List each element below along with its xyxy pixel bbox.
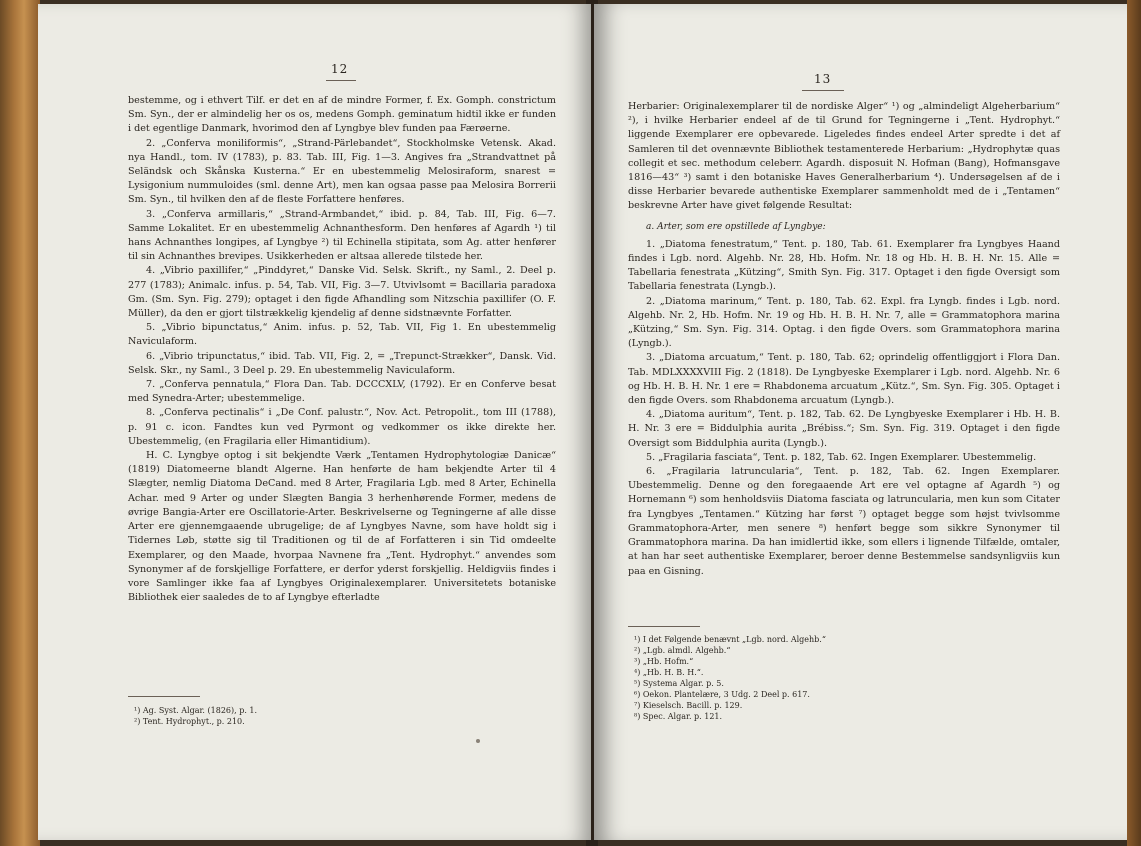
book-binding-left [0, 0, 40, 846]
paragraph: 5. „Fragilaria fasciata“, Tent. p. 182, Tab. 62. Ingen Exemplarer. Ubestemmelig. [646, 451, 1037, 463]
footnote: ³) „Hb. Hofm.“ [634, 657, 694, 666]
right-footnotes [634, 634, 826, 722]
paragraph: 1. „Diatoma fenestratum,“ Tent. p. 180, Tab. 61. Exemplarer fra Lyngbyes Haand findes i Lgb. nord. Algehb. Nr. 28, Hb. Hofm. Nr. 18 og Hb. H. B. H. Nr. 15. Alle = Tabellaria fenestrata „Kützing“, Smith Syn. Fig. 317. Optaget i den ﬁgde Oversigt som Tabellaria fenestrata (Lyngb.). [628, 238, 1060, 293]
footnote-rule [628, 626, 700, 627]
footnote: ²) „Lgb. almdl. Algehb.“ [634, 646, 731, 655]
paragraph: 7. „Conferva pennatula,“ Flora Dan. Tab. DCCCXLV, (1792). Er en Conferve besat med Synedra-Arter; ubestemmelige. [128, 379, 556, 405]
paragraph: Herbarier: Originalexemplarer til de nordiske Alger“ ¹) og „almindeligt Algeherbarium“ ²), i hvilke Herbarier endeel af de til Grund for Tegningerne i „Tent. Hydrophyt.“ liggende Exemplarer ere opbevarede. Ligeledes findes endeel Arter spredte i det af Samleren til det ovennævnte Bibliothek testamenterede Herbarium: „Hydrophytæ quas collegit et sec. methodum celeberr. Agardh. disposuit N. Hofman (Bang), Hofmansgave 1816—43“ ³) samt i den botaniske Haves Generalherbarium ⁴). Undersøgelsen af de i disse Herbarier bevarede authentiske Exemplarer sammenholdt med de i „Tentamen“ beskrevne Arter have givet følgende Resultat: [628, 101, 1060, 212]
paragraph: 4. „Diatoma auritum“, Tent. p. 182, Tab. 62. De Lyngbyeske Exemplarer i Hb. H. B. H. Nr. 3 ere = Biddulphia aurita „Brébiss.“; Sm. Syn. Fig. 319. Optaget i den ﬁgde Oversigt som Biddulphia aurita (Lyngb.). [628, 409, 1060, 449]
paragraph: 6. „Fragilaria latruncularia“, Tent. p. 182, Tab. 62. Ingen Exemplarer. Ubestemmelig. Denne og den foregaaende Art ere vel optagne af Agardh ⁵) og Hornemann ⁶) som henholdsviis Diatoma fasciata og latruncularia, men kun som Citater fra Lyngbyes „Tentamen.“ Kützing har først ⁷) optaget begge som højst tvivlsomme Grammatophora-Arter, men senere ⁸) henført begge som sikkre Synonymer til Grammatophora marina. Da han imidlertid ikke, som ellers i lignende Tilfælde, omtaler, at han har seet authentiske Exemplarer, beroer denne Bestemmelse sandsynligviis kun paa en Gisning. [628, 466, 1060, 577]
paragraph: 4. „Vibrio paxillifer,“ „Pinddyret,“ Danske Vid. Selsk. Skrift., ny Saml., 2. Deel p. 277 (1783); Animalc. infus. p. 54, Tab. VII, Fig. 3—7. Utvivlsomt = Bacillaria paradoxa Gm. (Sm. Syn. Fig. 279); optaget i den ﬁgde Afhandling som Nitzschia paxillifer (O. F. Müller), da den er gjort tilstrækkelig kjendelig af denne sidstnævnte Forfatter. [128, 265, 556, 320]
footnote: ⁸) Spec. Algar. p. 121. [634, 712, 723, 721]
footnote: ¹) I det Følgende benævnt „Lgb. nord. Algehb.“ [634, 635, 826, 644]
book-binding-right [1127, 0, 1141, 846]
page-number-rule [802, 90, 844, 91]
paragraph: 3. „Conferva armillaris,“ „Strand-Armbandet,“ ibid. p. 84, Tab. III, Fig. 6—7. Samme Lokalitet. Er en ubestemmelig Achnanthesform. Den henføres af Agardh ¹) til hans Achnanthes longipes, af Lyngbye ²) til Echinella stipitata, som Ag. atter henfører til sin Achnanthes brevipes. Usikkerheden er altsaa allerede tilstede her. [128, 208, 556, 263]
page-number: 13 [814, 72, 832, 86]
right-page-body [628, 100, 1060, 579]
paragraph: 8. „Conferva pectinalis“ i „De Conf. palustr.“, Nov. Act. Petropolit., tom III (1788), p. 91 c. icon. Fandtes kun ved Pyrmont og vedkommer os ikke direkte her. Ubestemmelig, (en Fragilaria eller Himantidium). [128, 407, 556, 447]
paragraph: 6. „Vibrio tripunctatus,“ ibid. Tab. VII, Fig. 2, = „Trepunct-Strækker“, Dansk. Vid. Selsk. Skr., ny Saml., 3 Deel p. 29. En ubestemmelig Naviculaform. [128, 350, 556, 376]
paragraph: 3. „Diatoma arcuatum,“ Tent. p. 180, Tab. 62; oprindelig offentliggjort i Flora Dan. Tab. MDLXXXXVIII Fig. 2 (1818). De Lyngbyeske Exemplarer i Lgb. nord. Algehb. Nr. 6 og Hb. H. B. H. Nr. 1 ere = Rhabdonema arcuatum „Kütz.“, Sm. Syn. Fig. 305. Optaget i den ﬁgde Overs. som Rhabdonema arcuatum (Lyngb.). [628, 352, 1060, 407]
footnote: ⁵) Systema Algar. p. 5. [634, 679, 724, 688]
paragraph: 2. „Diatoma marinum,“ Tent. p. 180, Tab. 62. Expl. fra Lyngb. findes i Lgb. nord. Algehb. Nr. 2, Hb. Hofm. Nr. 19 og Hb. H. B. H. Nr. 7, alle = Grammatophora marina „Kützing,“ Sm. Syn. Fig. 314. Optag. i den ﬁgde Overs. som Grammatophora marina (Lyngb.). [628, 295, 1060, 350]
footnote: ²) Tent. Hydrophyt., p. 210. [134, 717, 245, 726]
footnote: ⁶) Oekon. Plantelære, 3 Udg. 2 Deel p. 617. [634, 690, 810, 699]
right-page [594, 4, 1127, 840]
page-number-rule [326, 80, 356, 81]
footnote: ⁴) „Hb. H. B. H.“. [634, 668, 704, 677]
page-number: 12 [331, 62, 349, 76]
footnote: ⁷) Kieselsch. Bacill. p. 129. [634, 701, 743, 710]
paragraph: 5. „Vibrio bipunctatus,“ Anim. infus. p. 52, Tab. VII, Fig 1. En ubestemmelig Naviculaform. [128, 322, 556, 348]
paragraph: bestemme, og i ethvert Tilf. er det en af de mindre Former, f. Ex. Gomph. constrictum Sm. Syn., der er almindelig her os os, medens Gomph. geminatum hidtil ikke er funden i det egentlige Danmark, hvorimod den af Lyngbye blev funden paa Færøerne. [128, 95, 556, 135]
paragraph: H. C. Lyngbye optog i sit bekjendte Værk „Tentamen Hydrophytologiæ Danicæ“ (1819) Diatomeerne blandt Algerne. Han henførte de ham bekjendte Arter til 4 Slægter, nemlig Diatoma DeCand. med 8 Arter, Fragilaria Lgb. med 8 Arter, Echinella Achar. med 9 Arter og under Slægten Bangia 3 herhenhørende Former, medens de øvrige Bangia-Arter ere Oscillatorie-Arter. Beskrivelserne og Tegningerne af alle disse Arter ere gjennemgaaende ubrugelige; de af Lyngbyes Navne, som have holdt sig i Tidernes Løb, støtte sig til Traditionen og til de af Forfatteren i sin Tid omdeelte Exemplarer, og den Maade, hvorpaa Navnene fra „Tent. Hydrophyt.“ anvendes som Synonymer af de forskjellige Forfattere, er derfor yderst forskjellig. Heldigviis findes i vore Samlinger ikke faa af Lyngbyes Originalexemplarer. Universitetets botaniske Bibliothek eier saaledes de to af Lyngbye efterladte [128, 450, 556, 604]
section-heading: a. Arter, som ere opstillede af Lyngbye: [646, 221, 826, 232]
left-page-body [128, 94, 556, 605]
footnote-rule [128, 696, 200, 697]
footnote: ¹) Ag. Syst. Algar. (1826), p. 1. [134, 706, 258, 715]
paragraph: 2. „Conferva moniliformis“, „Strand-Pärlebandet“, Stockholmske Vetensk. Akad. nya Handl., tom. IV (1783), p. 83. Tab. III, Fig. 1—3. Angives fra „Strandvattnet på Seländsk och Skånska Kusterna.“ Er en ubestemmelig Melosiraform, snarest = Lysigonium nummuloides (sml. denne Art), men kan ogsaa passe paa Melosira Borrerii Sm. Syn., til hvilken den af de fleste Forfattere henføres. [128, 137, 556, 206]
left-page [38, 4, 591, 840]
ink-spot [476, 739, 480, 743]
left-footnotes [134, 705, 257, 727]
